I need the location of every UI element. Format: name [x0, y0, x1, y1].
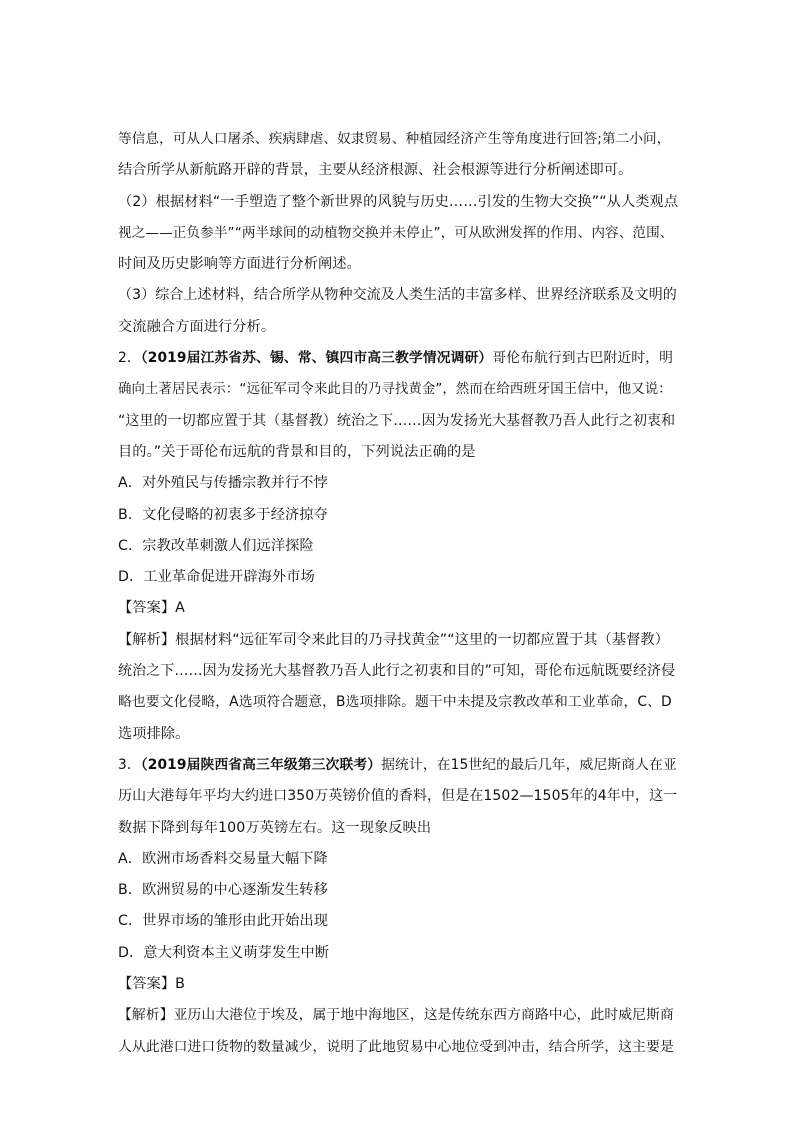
answer-line: 【答案】B — [118, 976, 185, 993]
text-line: 略也要文化侵略，A选项符合题意，B选项排除。题干中未提及宗教改革和工业革命，C、D — [118, 694, 672, 711]
analysis-line: 【解析】亚历山大港位于埃及，属于地中海地区，这是传统东西方商路中心，此时威尼斯商 — [118, 1007, 674, 1024]
text-line: 结合所学从新航路开辟的背景，主要从经济根源、社会根源等进行分析阐述即可。 — [118, 162, 633, 179]
answer-line: 【答案】A — [118, 600, 185, 617]
text-line: 视之——正负参半”“两半球间的动植物交换并未停止”，可从欧洲发挥的作用、内容、范围、 — [118, 224, 674, 241]
question-2-stem — [118, 343, 678, 374]
question-source: （2019届陕西省高三年级第三次联考） — [140, 756, 382, 773]
question-3-stem — [118, 750, 678, 781]
option-a: A．欧洲市场香料交易量大幅下降 — [118, 850, 328, 867]
option-d: D．意大利资本主义萌芽发生中断 — [118, 944, 330, 961]
text-line: 历山大港每年平均大约进口350万英镑价值的香料，但是在1502—1505年的4年中，这一 — [118, 788, 678, 805]
text-line: 目的。”关于哥伦布远航的背景和目的，下列说法正确的是 — [118, 443, 476, 460]
text-line: 统治之下……因为发扬光大基督教乃吾人此行之初衷和目的”可知，哥伦布远航既要经济侵 — [118, 663, 676, 680]
option-d: D．工业革命促进开辟海外市场 — [118, 569, 315, 586]
question-text: 哥伦布航行到古巴附近时，明 — [492, 350, 673, 367]
question-source: （2019届江苏省苏、锡、常、镇四市高三教学情况调研） — [140, 350, 493, 367]
question-number: 2． — [118, 350, 141, 367]
text-line: 确向土著居民表示：“远征军司令来此目的乃寻找黄金”，然而在给西班牙国王信中，他又说： — [118, 382, 672, 398]
text-line: （2）根据材料“一手塑造了整个新世界的风貌与历史……引发的生物大交换”“从人类观点 — [118, 193, 678, 210]
text-line: 等信息，可从人口屠杀、疾病肆虐、奴隶贸易、种植园经济产生等角度进行回答;第二小问， — [118, 131, 671, 147]
option-c: C．世界市场的雏形由此开始出现 — [118, 913, 329, 930]
text-line: 选项排除。 — [118, 725, 190, 742]
analysis-line: 【解析】根据材料“远征军司令来此目的乃寻找黄金”“这里的一切都应置于其（基督教） — [118, 631, 669, 648]
option-b: B．文化侵略的初衷多于经济掠夺 — [118, 506, 328, 523]
option-c: C．宗教改革刺激人们远洋探险 — [118, 537, 314, 554]
option-b: B．欧洲贸易的中心逐渐发生转移 — [118, 882, 328, 899]
text-line: （3）综合上述材料，结合所学从物种交流及人类生活的丰富多样、世界经济联系及文明的 — [118, 287, 677, 304]
option-a: A．对外殖民与传播宗教并行不悖 — [118, 475, 328, 492]
text-line: “这里的一切都应置于其（基督教）统治之下……因为发扬光大基督教乃吾人此行之初衷和 — [118, 412, 676, 429]
text-line: 数据下降到每年100万英镑左右。这一现象反映出 — [118, 819, 432, 836]
document-page — [118, 124, 678, 1063]
question-number: 3． — [118, 756, 141, 773]
question-text: 据统计，在15世纪的最后几年，威尼斯商人在亚 — [381, 756, 677, 773]
text-line: 人从此港口进口货物的数量减少，说明了此地贸易中心地位受到冲击，结合所学，这主要是 — [118, 1038, 674, 1055]
text-line: 时间及历史影响等方面进行分析阐述。 — [118, 256, 361, 273]
text-line: 交流融合方面进行分析。 — [118, 318, 276, 335]
